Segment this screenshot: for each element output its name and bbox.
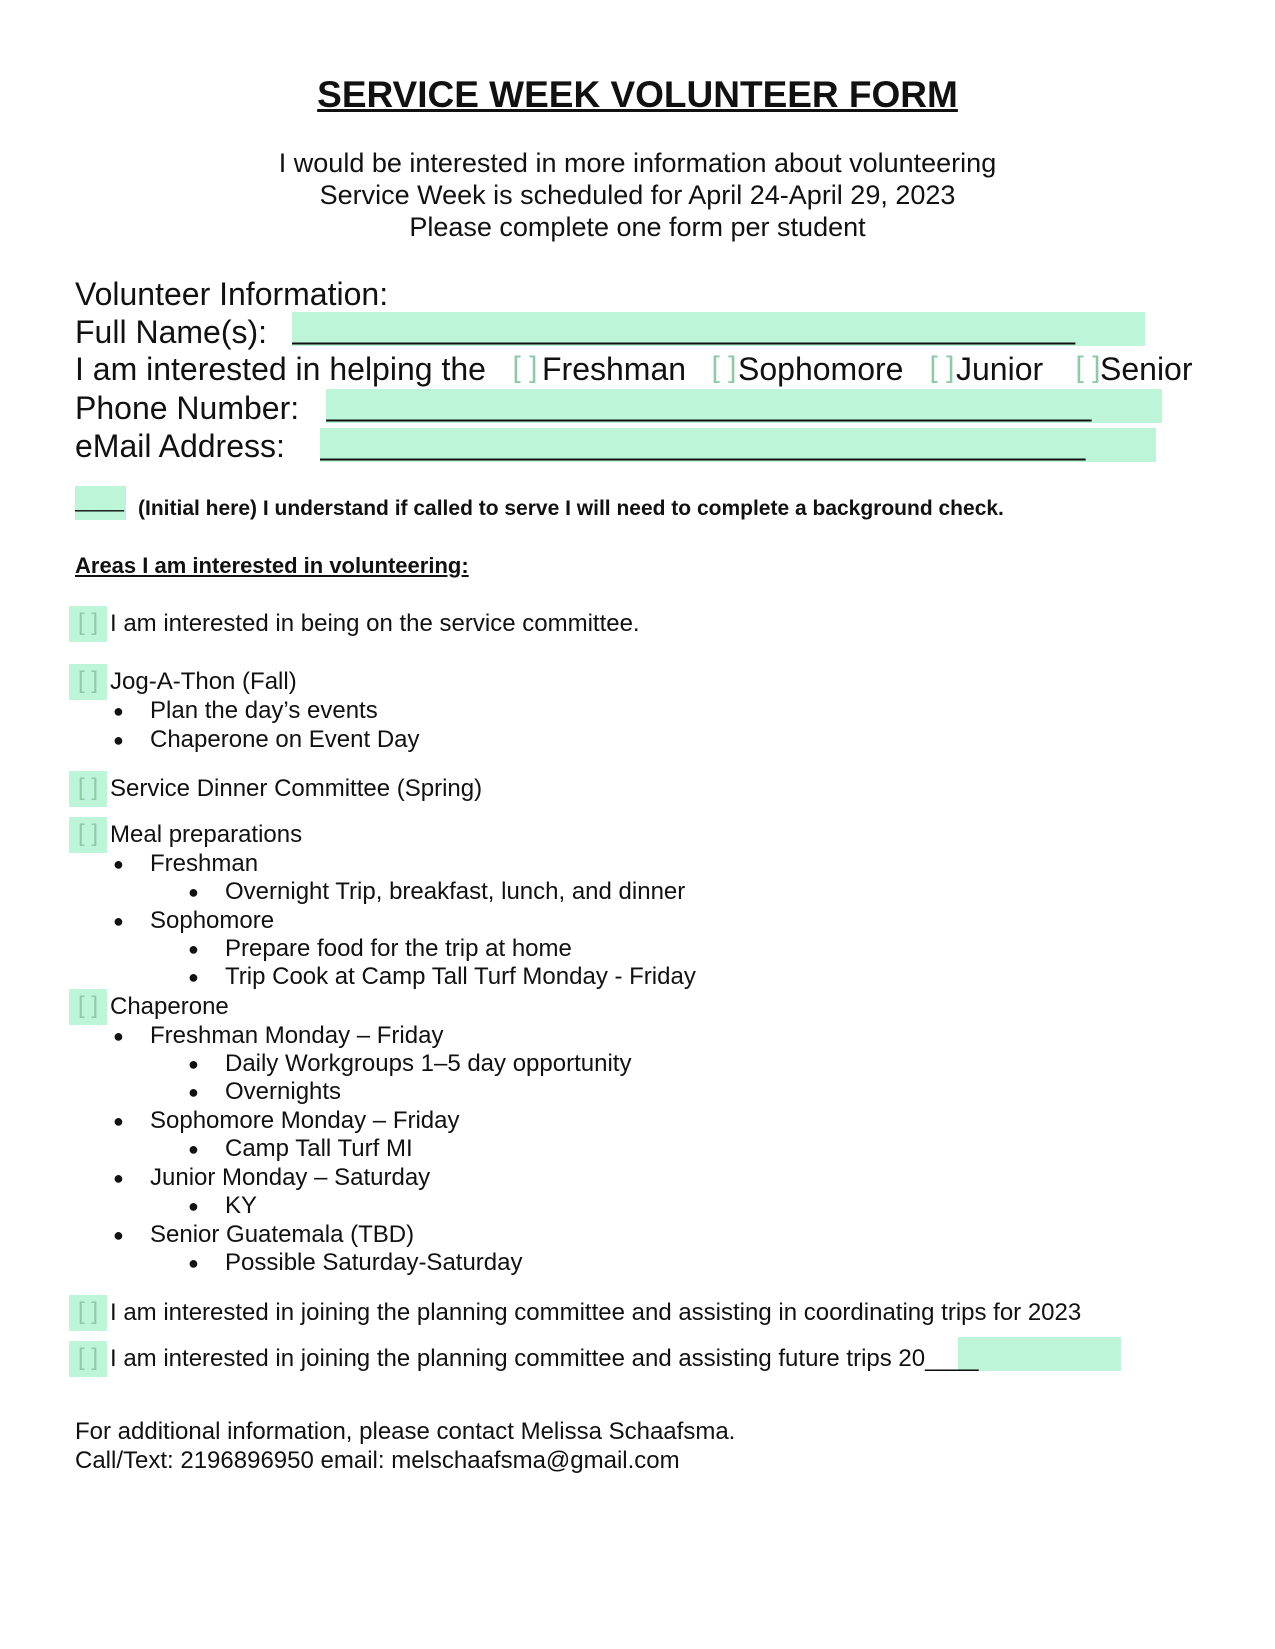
contact-line-1: For additional information, please contact Melissa Schaafsma. xyxy=(75,1418,736,1445)
bullet-icon: ● xyxy=(113,701,124,721)
phone-label: Phone Number: xyxy=(75,390,300,426)
planning-future-checkbox[interactable]: [ ] xyxy=(69,1341,107,1377)
service-dinner-label: Service Dinner Committee (Spring) xyxy=(110,775,483,802)
volunteer-info-heading: Volunteer Information: xyxy=(75,276,389,312)
bullet-icon: ● xyxy=(113,730,124,750)
service-committee-label: I am interested in being on the service committee. xyxy=(110,610,640,637)
future-year-field[interactable] xyxy=(958,1337,1121,1371)
list-item: Sophomore Monday – Friday xyxy=(150,1107,460,1134)
list-item: Sophomore xyxy=(150,907,275,934)
areas-heading: Areas I am interested in volunteering: xyxy=(75,553,469,578)
chaperone-label: Chaperone xyxy=(110,993,229,1020)
list-item: Freshman Monday – Friday xyxy=(150,1022,444,1049)
list-item: Freshman xyxy=(150,850,259,877)
meal-prep-checkbox[interactable]: [ ] xyxy=(69,817,107,853)
grade-sophomore-label: Sophomore xyxy=(738,351,904,387)
list-item: KY xyxy=(225,1192,258,1219)
helping-label: I am interested in helping the xyxy=(75,351,486,387)
grade-freshman-label: Freshman xyxy=(542,351,687,387)
phone-field[interactable]: ___________________________________________ xyxy=(326,389,1162,423)
sophomore-checkbox[interactable]: [ ] xyxy=(711,351,737,384)
grade-junior-label: Junior xyxy=(956,351,1044,387)
bullet-icon: ● xyxy=(188,1082,199,1102)
list-item: Plan the day’s events xyxy=(150,697,378,724)
jog-a-thon-checkbox[interactable]: [ ] xyxy=(69,664,107,700)
bullet-icon: ● xyxy=(188,1253,199,1273)
bullet-icon: ● xyxy=(188,967,199,987)
list-item: Overnight Trip, breakfast, lunch, and dinner xyxy=(225,878,686,905)
bullet-icon: ● xyxy=(188,1196,199,1216)
bullet-icon: ● xyxy=(113,1026,124,1046)
grade-senior-label: Senior xyxy=(1100,351,1193,387)
senior-checkbox[interactable]: [ ] xyxy=(1075,351,1101,384)
bullet-icon: ● xyxy=(188,1139,199,1159)
bullet-icon: ● xyxy=(188,882,199,902)
bullet-icon: ● xyxy=(188,1054,199,1074)
full-name-label: Full Name(s): xyxy=(75,314,268,350)
bullet-icon: ● xyxy=(188,939,199,959)
jog-a-thon-label: Jog-A-Thon (Fall) xyxy=(110,668,297,695)
planning-2023-label: I am interested in joining the planning committee and assisting in coordinating trips for 2023 xyxy=(110,1299,1082,1326)
planning-2023-checkbox[interactable]: [ ] xyxy=(69,1295,107,1331)
service-committee-checkbox[interactable]: [ ] xyxy=(69,606,107,642)
list-item: Junior Monday – Saturday xyxy=(150,1164,431,1191)
initial-field[interactable]: ____ xyxy=(75,486,126,520)
list-item: Overnights xyxy=(225,1078,342,1105)
initial-statement: (Initial here) I understand if called to serve I will need to complete a background check. xyxy=(138,497,1004,520)
chaperone-checkbox[interactable]: [ ] xyxy=(69,989,107,1025)
bullet-icon: ● xyxy=(113,1225,124,1245)
junior-checkbox[interactable]: [ ] xyxy=(929,351,955,384)
bullet-icon: ● xyxy=(113,1168,124,1188)
freshman-checkbox[interactable]: [ ] xyxy=(512,351,538,384)
email-field[interactable]: ___________________________________________ xyxy=(320,428,1156,462)
bullet-icon: ● xyxy=(113,854,124,874)
list-item: Camp Tall Turf MI xyxy=(225,1135,413,1162)
bullet-icon: ● xyxy=(113,911,124,931)
form-title: SERVICE WEEK VOLUNTEER FORM xyxy=(317,74,958,115)
list-item: Trip Cook at Camp Tall Turf Monday - Friday xyxy=(225,963,696,990)
intro-line-3: Please complete one form per student xyxy=(409,212,866,242)
meal-prep-label: Meal preparations xyxy=(110,821,303,848)
list-item: Possible Saturday-Saturday xyxy=(225,1249,523,1276)
email-label: eMail Address: xyxy=(75,428,285,464)
intro-line-1: I would be interested in more information about volunteering xyxy=(278,148,997,178)
planning-future-label: I am interested in joining the planning committee and assisting future trips 20____ xyxy=(110,1345,979,1372)
list-item: Daily Workgroups 1–5 day opportunity xyxy=(225,1050,632,1077)
contact-line-2: Call/Text: 2196896950 email: melschaafsma@gmail.com xyxy=(75,1447,680,1474)
list-item: Senior Guatemala (TBD) xyxy=(150,1221,415,1248)
list-item: Chaperone on Event Day xyxy=(150,726,420,753)
full-name-field[interactable]: ____________________________________________ xyxy=(292,312,1145,346)
intro-line-2: Service Week is scheduled for April 24-April 29, 2023 xyxy=(319,180,956,210)
bullet-icon: ● xyxy=(113,1111,124,1131)
service-dinner-checkbox[interactable]: [ ] xyxy=(69,771,107,807)
list-item: Prepare food for the trip at home xyxy=(225,935,572,962)
